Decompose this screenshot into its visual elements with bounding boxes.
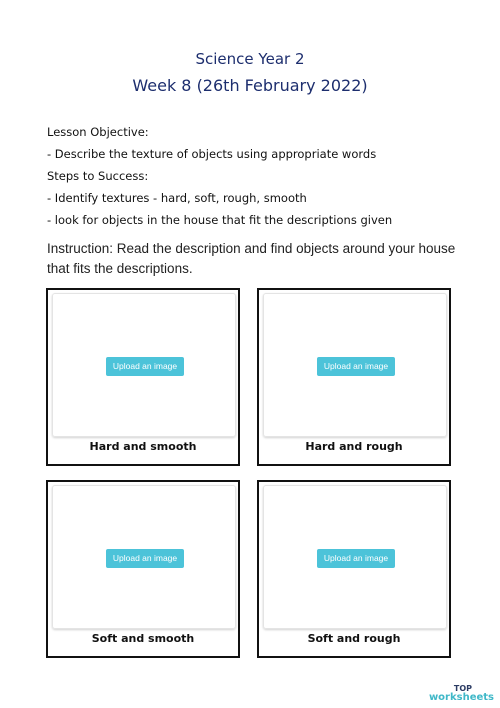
logo-top-text: TOP xyxy=(453,684,472,693)
card-caption: Hard and smooth xyxy=(89,440,197,453)
page-title: Science Year 2 xyxy=(195,50,305,68)
instruction-text: Instruction: Read the description and find objects around your house that fits the descriptions. xyxy=(47,241,456,276)
card-caption: Soft and rough xyxy=(307,632,401,645)
image-dropzone[interactable] xyxy=(263,293,447,437)
upload-image-button[interactable]: Upload an image xyxy=(317,357,395,376)
card-caption: Soft and smooth xyxy=(91,632,195,645)
upload-image-button[interactable]: Upload an image xyxy=(106,549,184,568)
image-dropzone[interactable] xyxy=(52,293,236,437)
upload-image-button[interactable]: Upload an image xyxy=(317,549,395,568)
steps-to-success-item: - Identify textures - hard, soft, rough, smooth xyxy=(47,191,307,205)
image-dropzone[interactable] xyxy=(263,485,447,629)
upload-image-button[interactable]: Upload an image xyxy=(106,357,184,376)
image-dropzone[interactable] xyxy=(52,485,236,629)
logo-worksheets-text: worksheets xyxy=(428,692,494,703)
steps-to-success-item: - look for objects in the house that fit the descriptions given xyxy=(47,213,393,227)
image-card-hard-rough xyxy=(257,288,451,466)
lesson-objective-heading: Lesson Objective: xyxy=(47,125,149,139)
image-card-soft-smooth xyxy=(46,480,240,658)
card-caption: Hard and rough xyxy=(305,440,403,453)
image-card-soft-rough xyxy=(257,480,451,658)
image-card-hard-smooth xyxy=(46,288,240,466)
topworksheets-logo[interactable] xyxy=(429,684,494,702)
steps-to-success-heading: Steps to Success: xyxy=(47,169,149,183)
lesson-objective-item: - Describe the texture of objects using appropriate words xyxy=(47,147,377,161)
lesson-objectives xyxy=(47,121,392,231)
page-subtitle: Week 8 (26th February 2022) xyxy=(132,76,368,95)
